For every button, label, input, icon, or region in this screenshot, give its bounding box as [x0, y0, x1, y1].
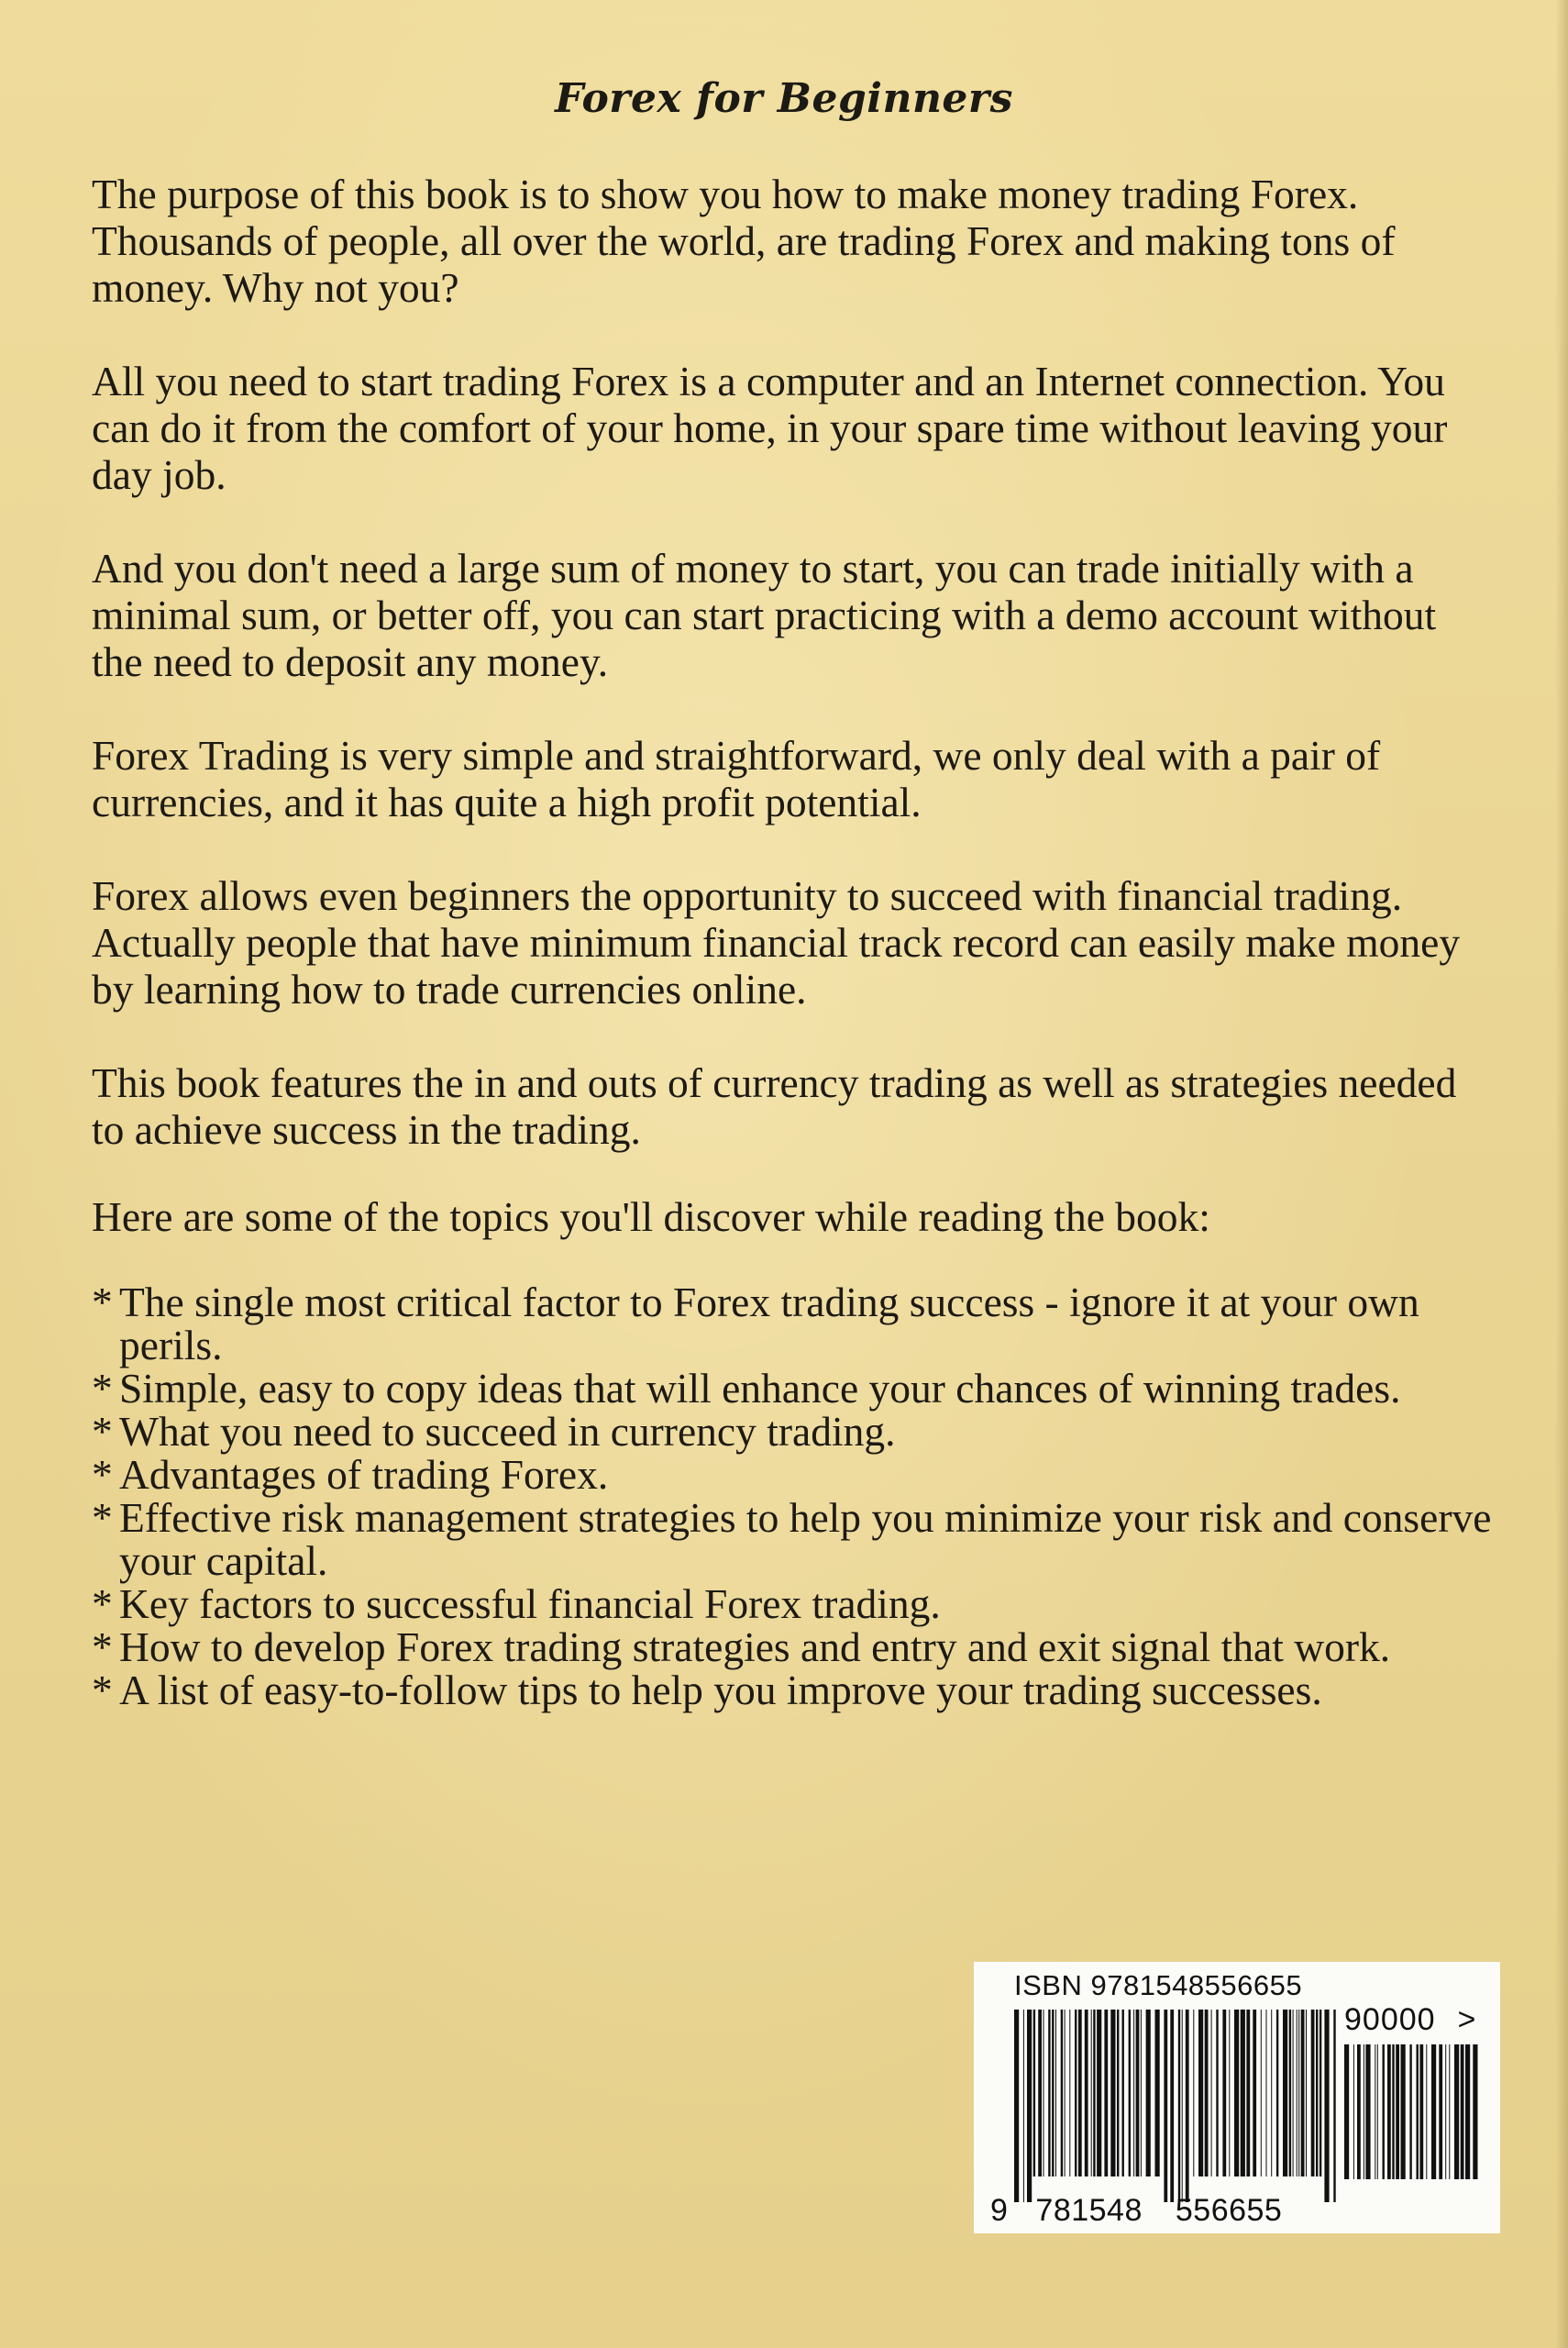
barcode-bar	[1401, 2044, 1406, 2179]
list-item	[92, 1625, 1495, 1668]
barcode-bar	[1205, 2010, 1209, 2176]
barcode-bar	[1052, 2010, 1054, 2176]
barcode-bar	[1229, 2010, 1230, 2176]
barcode-bar	[1419, 2044, 1423, 2179]
topics-intro: Here are some of the topics you'll discover while reading the book:	[92, 1193, 1210, 1240]
barcode-digits-right: 556655	[1175, 2193, 1283, 2228]
barcode-bar	[1439, 2044, 1442, 2179]
barcode-bar	[1182, 2010, 1183, 2202]
blurb-paragraph: All you need to start trading Forex is a computer and an Internet connection. You can do it from the comfort of your home, in your spare time without leaving your day job.	[92, 358, 1448, 498]
barcode-bar	[1261, 2010, 1262, 2176]
barcode-bar	[1146, 2010, 1151, 2176]
list-item	[92, 1582, 1495, 1625]
barcode-bar	[1253, 2010, 1256, 2176]
barcode-digits-left: 781548	[1035, 2193, 1143, 2228]
barcode-bar	[1234, 2010, 1239, 2176]
barcode-bar	[1383, 2044, 1385, 2179]
barcode-bar	[1155, 2010, 1160, 2176]
blurb-paragraph: Forex Trading is very simple and straightforward, we only deal with a pair of currencies, and it has quite a high profit potential.	[92, 732, 1381, 825]
barcode-bar	[1301, 2010, 1305, 2176]
barcode-bar	[1449, 2044, 1450, 2179]
bullet-marker: *	[92, 1365, 113, 1412]
isbn-label: ISBN 9781548556655	[1014, 1969, 1303, 2001]
barcode-bar	[1357, 2044, 1361, 2179]
barcode-bar	[1320, 2010, 1321, 2176]
barcode-bar	[1198, 2010, 1203, 2176]
list-item	[92, 1410, 1495, 1453]
barcode-bar	[1136, 2010, 1140, 2176]
barcode-bar	[1027, 2010, 1032, 2202]
barcode-bar	[1078, 2010, 1082, 2176]
price-code-digits: 90000	[1344, 2002, 1436, 2037]
barcode-bar	[1298, 2010, 1299, 2176]
barcode-bar	[1178, 2010, 1180, 2202]
barcode-bar	[1409, 2044, 1411, 2179]
barcode-bar	[1222, 2010, 1226, 2176]
bullet-marker: *	[92, 1580, 113, 1627]
barcode-bar	[1392, 2044, 1394, 2179]
barcode-digit-first: 9	[990, 2193, 1009, 2228]
barcode-bar	[1306, 2010, 1307, 2176]
list-item-text: The single most critical factor to Forex trading success - ignore it at your own perils.	[119, 1279, 1419, 1368]
barcode-bar	[1241, 2010, 1245, 2176]
bullet-marker: *	[92, 1623, 113, 1670]
barcode-bar	[1023, 2010, 1024, 2202]
barcode-bar	[1445, 2044, 1446, 2179]
barcode-bar	[1170, 2010, 1174, 2202]
list-item	[92, 1496, 1495, 1582]
blurb-paragraph: This book features the in and outs of currency trading as well as strategies needed to achieve success in the trading.	[92, 1059, 1457, 1153]
barcode-bar	[1293, 2010, 1294, 2176]
barcode-bar	[1283, 2010, 1287, 2176]
barcode-bar	[1365, 2044, 1370, 2179]
bullet-marker: *	[92, 1408, 113, 1455]
bullet-marker: *	[92, 1494, 113, 1541]
barcode-bar	[1396, 2044, 1399, 2179]
barcode-bar	[1387, 2044, 1391, 2179]
cover-blurb	[92, 171, 1495, 1711]
barcode-bar	[1431, 2044, 1436, 2179]
blurb-paragraph: The purpose of this book is to show you how to make money trading Forex. Thousands of people, all over the world, are trading Forex and making tons of money. Why not you?	[92, 171, 1396, 311]
barcode-bar	[1216, 2010, 1218, 2176]
barcode-bar	[1276, 2010, 1278, 2176]
barcode-bar	[1055, 2010, 1056, 2176]
list-item-text: How to develop Forex trading strategies and entry and exit signal that work.	[119, 1623, 1391, 1670]
barcode-bar	[1193, 2010, 1194, 2176]
barcode-bar	[1353, 2044, 1354, 2179]
barcode-bar	[1093, 2010, 1095, 2176]
barcode-bar	[1122, 2010, 1124, 2176]
barcode-bar	[1465, 2044, 1470, 2179]
ean-barcode-bars	[1014, 2010, 1337, 2202]
barcode-bar	[1075, 2010, 1077, 2176]
list-item-text: What you need to succeed in currency trading.	[119, 1408, 896, 1455]
addon-barcode-bars	[1344, 2044, 1482, 2205]
barcode-bar	[1316, 2010, 1318, 2176]
bullet-marker: *	[92, 1667, 113, 1713]
isbn-barcode	[974, 1962, 1500, 2233]
barcode-bar	[1097, 2010, 1101, 2176]
barcode-bar	[1085, 2010, 1088, 2176]
barcode-bar	[1266, 2010, 1267, 2176]
barcode-bar	[1091, 2010, 1092, 2176]
barcode-bar	[1133, 2010, 1134, 2176]
barcode-bar	[1461, 2044, 1464, 2179]
barcode-bar	[1038, 2010, 1042, 2176]
barcode-bar	[1014, 2010, 1019, 2202]
list-item-text: Key factors to successful financial Forex trading.	[119, 1580, 941, 1627]
barcode-bar	[1246, 2010, 1250, 2176]
barcode-bar	[1048, 2010, 1050, 2176]
barcode-bar	[1061, 2010, 1063, 2176]
barcode-bar	[1043, 2010, 1044, 2176]
blurb-paragraph: Forex allows even beginners the opportunity to succeed with financial trading. Actually people that have minimum financial track record can easily make money by learning how to trade currencies online.	[92, 872, 1461, 1013]
cover-edge-shadow	[1555, 0, 1568, 2348]
barcode-bar	[1473, 2044, 1477, 2179]
list-item	[92, 1367, 1495, 1410]
blurb-paragraph: And you don't need a large sum of money to start, you can trade initially with a minimal sum, or better off, you can start practicing with a demo account without the need to deposit any money.	[92, 545, 1437, 685]
barcode-bar	[1110, 2010, 1115, 2176]
barcode-bar	[1271, 2010, 1272, 2176]
barcode-bar	[1426, 2044, 1427, 2179]
barcode-bar	[1117, 2010, 1119, 2176]
barcode-bar	[1324, 2010, 1329, 2202]
list-item-text: A list of easy-to-follow tips to help you improve your trading successes.	[119, 1667, 1322, 1713]
barcode-digits	[990, 2193, 1282, 2229]
barcode-bar	[1344, 2044, 1349, 2179]
price-code	[1344, 2002, 1476, 2038]
barcode-bar	[1333, 2010, 1335, 2202]
list-item	[92, 1453, 1495, 1496]
list-item-text: Advantages of trading Forex.	[119, 1451, 609, 1498]
barcode-bar	[1377, 2044, 1378, 2179]
barcode-bar	[1289, 2010, 1291, 2176]
barcode-bar	[1454, 2044, 1459, 2179]
bullet-marker: *	[92, 1451, 113, 1498]
barcode-bar	[1186, 2010, 1189, 2202]
list-item-text: Effective risk management strategies to help you minimize your risk and conserve your capital.	[119, 1494, 1492, 1584]
price-code-marker: >	[1457, 2002, 1477, 2037]
book-title: Forex for Beginners	[555, 75, 1013, 122]
topics-list	[92, 1280, 1495, 1711]
barcode-bar	[1141, 2010, 1142, 2176]
barcode-bar	[1417, 2044, 1419, 2179]
barcode-bar	[1164, 2010, 1167, 2202]
bullet-marker: *	[92, 1279, 113, 1325]
barcode-bar	[1033, 2010, 1035, 2176]
barcode-bar	[1211, 2010, 1212, 2176]
list-item	[92, 1668, 1495, 1711]
list-item	[92, 1280, 1495, 1367]
barcode-bar	[1069, 2010, 1070, 2176]
barcode-bar	[1104, 2010, 1108, 2176]
barcode-bar	[1129, 2010, 1131, 2176]
list-item-text: Simple, easy to copy ideas that will enhance your chances of winning trades.	[119, 1365, 1401, 1412]
barcode-bar	[1065, 2010, 1066, 2176]
barcode-bar	[1311, 2010, 1315, 2176]
